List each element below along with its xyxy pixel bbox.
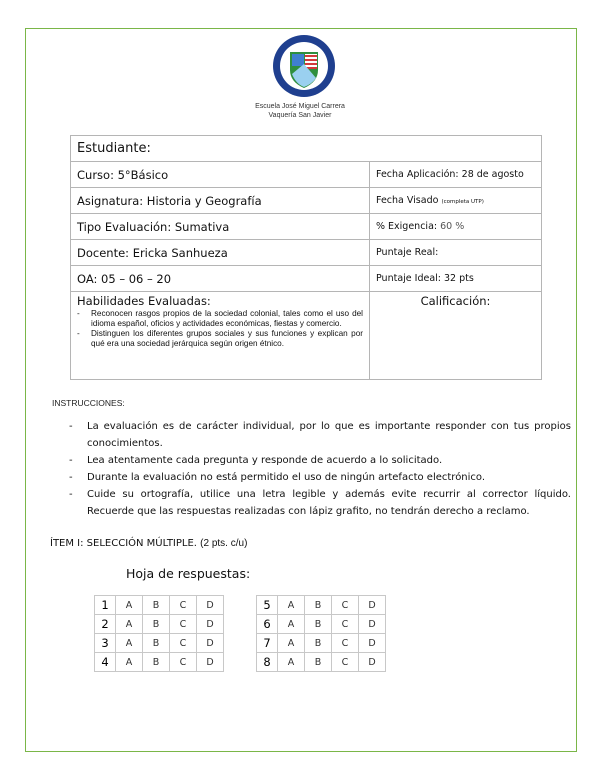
school-location: Vaquería San Javier (268, 112, 332, 119)
instructions-title: INSTRUCCIONES: (52, 398, 125, 408)
skills-list (77, 309, 363, 349)
instruction-item: - La evaluación es de carácter individual, por lo que es importante responder con tus propios conocimientos. (69, 418, 571, 452)
answer-row (257, 634, 386, 653)
skill-item: - Distinguen los diferentes grupos sociales y sus funciones y explican por qué era una sociedad jerárquica según origen étnico. (77, 329, 363, 349)
question-number: 2 (95, 615, 116, 634)
item-title-text: ÍTEM I: SELECCIÓN MÚLTIPLE. (50, 538, 197, 549)
exigencia-value: 60 % (440, 221, 465, 232)
answer-row (257, 615, 386, 634)
answer-option[interactable]: C (170, 653, 197, 672)
visado-note: (completa UTP) (441, 199, 484, 205)
answer-option[interactable]: A (116, 615, 143, 634)
subject-cell: Asignatura: Historia y Geografía (71, 188, 370, 214)
visado-label: Fecha Visado (376, 195, 439, 206)
application-date-cell: Fecha Aplicación: 28 de agosto (370, 162, 542, 188)
ideal-score-cell: Puntaje Ideal: 32 pts (370, 266, 542, 292)
answer-option[interactable]: D (359, 615, 386, 634)
course-cell: Curso: 5°Básico (71, 162, 370, 188)
question-number: 1 (95, 596, 116, 615)
answer-row (95, 634, 224, 653)
student-info-table (70, 135, 542, 380)
question-number: 8 (257, 653, 278, 672)
grade-cell[interactable]: Calificación: (370, 292, 542, 380)
instruction-item: - Cuide su ortografía, utilice una letra legible y además evite recurrir al corrector líquido. Recuerde que las respuestas realizadas con lápiz grafito, no tendrán derecho a reclamo. (69, 486, 571, 520)
student-field[interactable]: Estudiante: (71, 136, 542, 162)
question-number: 3 (95, 634, 116, 653)
answer-option[interactable]: D (197, 653, 224, 672)
question-number: 7 (257, 634, 278, 653)
answer-option[interactable]: C (332, 634, 359, 653)
answer-option[interactable]: A (116, 653, 143, 672)
answer-grid-right (256, 595, 386, 672)
answer-sheet-title: Hoja de respuestas: (126, 566, 251, 581)
answer-option[interactable]: D (359, 634, 386, 653)
answer-option[interactable]: B (143, 653, 170, 672)
school-name: Escuela José Miguel Carrera (255, 103, 345, 110)
answer-option[interactable]: D (359, 653, 386, 672)
item-points: (2 pts. c/u) (200, 538, 248, 549)
skills-cell (71, 292, 370, 380)
answer-option[interactable]: A (116, 596, 143, 615)
answer-option[interactable]: A (278, 615, 305, 634)
answer-option[interactable]: B (143, 615, 170, 634)
answer-row (95, 615, 224, 634)
answer-row (95, 653, 224, 672)
instruction-item: - Lea atentamente cada pregunta y responde de acuerdo a lo solicitado. (69, 452, 571, 469)
exigencia-label: % Exigencia: (376, 221, 438, 232)
answer-option[interactable]: D (197, 634, 224, 653)
answer-option[interactable]: A (278, 596, 305, 615)
question-number: 6 (257, 615, 278, 634)
answer-option[interactable]: D (197, 615, 224, 634)
school-crest-logo (272, 34, 336, 98)
instructions-list (69, 418, 571, 520)
answer-option[interactable]: B (305, 634, 332, 653)
answer-row (257, 653, 386, 672)
visado-cell (370, 188, 542, 214)
skills-title: Habilidades Evaluadas: (77, 294, 211, 308)
answer-option[interactable]: A (278, 653, 305, 672)
answer-option[interactable]: D (359, 596, 386, 615)
answer-option[interactable]: C (332, 653, 359, 672)
answer-option[interactable]: B (305, 653, 332, 672)
answer-option[interactable]: B (305, 615, 332, 634)
answer-option[interactable]: D (197, 596, 224, 615)
answer-row (257, 596, 386, 615)
answer-option[interactable]: B (143, 596, 170, 615)
answer-option[interactable]: A (116, 634, 143, 653)
question-number: 5 (257, 596, 278, 615)
answer-option[interactable]: A (278, 634, 305, 653)
answer-option[interactable]: C (170, 634, 197, 653)
item-title (50, 538, 247, 549)
answer-option[interactable]: B (143, 634, 170, 653)
answer-grid-left (94, 595, 224, 672)
question-number: 4 (95, 653, 116, 672)
answer-option[interactable]: B (305, 596, 332, 615)
answer-row (95, 596, 224, 615)
real-score-cell[interactable]: Puntaje Real: (370, 240, 542, 266)
instruction-item: - Durante la evaluación no está permitido el uso de ningún artefacto electrónico. (69, 469, 571, 486)
answer-option[interactable]: C (332, 596, 359, 615)
exigencia-cell (370, 214, 542, 240)
answer-option[interactable]: C (170, 596, 197, 615)
eval-type-cell: Tipo Evaluación: Sumativa (71, 214, 370, 240)
skill-item: - Reconocen rasgos propios de la sociedad colonial, tales como el uso del idioma español, oficios y actividades económicas, fiestas y comercio. (77, 309, 363, 329)
teacher-cell: Docente: Ericka Sanhueza (71, 240, 370, 266)
oa-cell: OA: 05 – 06 – 20 (71, 266, 370, 292)
answer-option[interactable]: C (170, 615, 197, 634)
answer-option[interactable]: C (332, 615, 359, 634)
